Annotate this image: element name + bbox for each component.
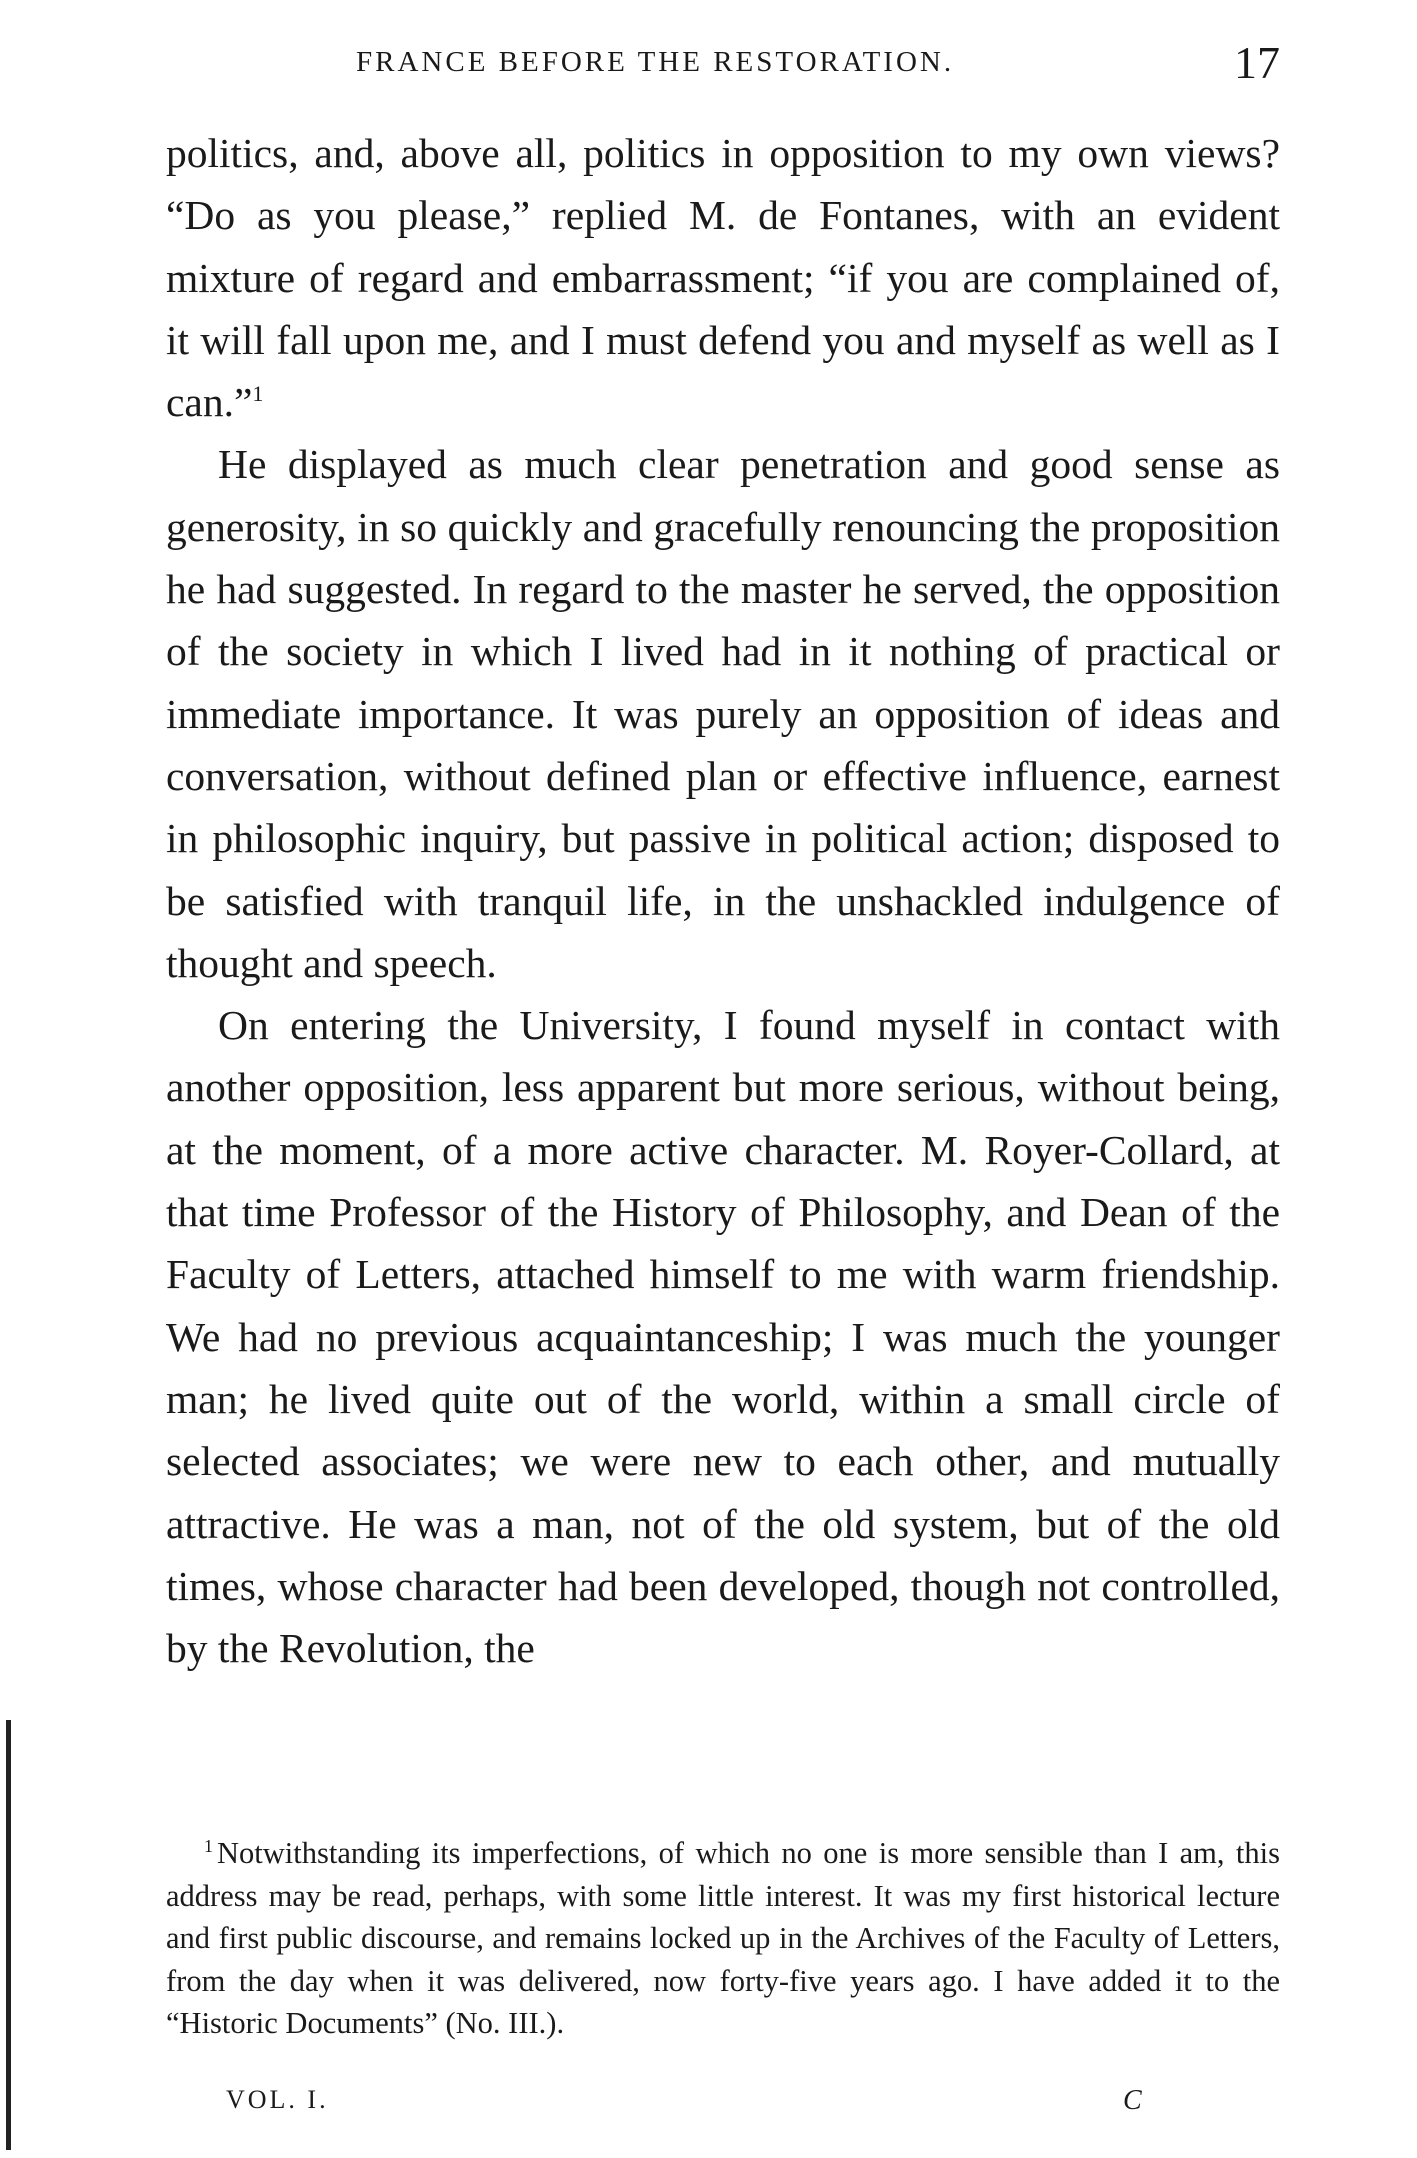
footnote-text: Notwithstanding its imperfections, of which no one is more sensible than I am, this address may be read, perhaps, with some little interest. It was my first historical lecture and first public discourse, and remains locked up in the Archives of the Faculty of Letters, from the day when it was delivered, now forty-five years ago. I have added it to the “Historic Documents” (No. III.). [166, 1836, 1280, 2041]
paragraph-continuation [166, 122, 1280, 433]
footnote [166, 1832, 1280, 2045]
page-header [166, 36, 1280, 96]
paragraph-text: politics, and, above all, politics in opposition to my own views? “Do as you please,” replied M. de Fontanes, with an evident mixture of regard and embarrassment; “if you are complained of, it will fall upon me, and I must defend you and myself as well as I can.” [166, 130, 1280, 426]
signature-letter: C [1123, 2085, 1142, 2116]
page-number: 17 [1234, 37, 1280, 88]
footnote-mark: 1 [204, 1835, 213, 1856]
footnote-reference: 1 [252, 381, 264, 407]
running-head: FRANCE BEFORE THE RESTORATION. [356, 46, 955, 78]
page-edge-shadow [6, 1720, 11, 2150]
paragraph [166, 433, 1280, 994]
signature-mark: VOL. I. [226, 2085, 329, 2114]
paragraph-text: On entering the University, I found myself in contact with another opposition, less apparent but more serious, without being, at the moment, of a more active character. M. Royer-Collard, at that time Professor of the History of Philosophy, and Dean of the Faculty of Letters, attached himself to me with warm friendship. We had no previous acquaintanceship; I was much the younger man; he lived quite out of the world, within a small circle of selected associates; we were new to each other, and mutually attractive. He was a man, not of the old system, but of the old times, whose character had been developed, though not controlled, by the Revolution, the [166, 1002, 1280, 1672]
body-text [166, 122, 1280, 1679]
footnotes [166, 1832, 1280, 2045]
paragraph [166, 994, 1280, 1679]
paragraph-text: He displayed as much clear penetration and good sense as generosity, in so quickly and gracefully renouncing the proposition he had suggested. In regard to the master he served, the opposition of the society in which I lived had in it nothing of practical or immediate importance. It was purely an opposition of ideas and conversation, without defined plan or effective influence, earnest in philosophic inquiry, but passive in political action; disposed to be satisfied with tranquil life, in the unshackled indulgence of thought and speech. [166, 441, 1280, 986]
